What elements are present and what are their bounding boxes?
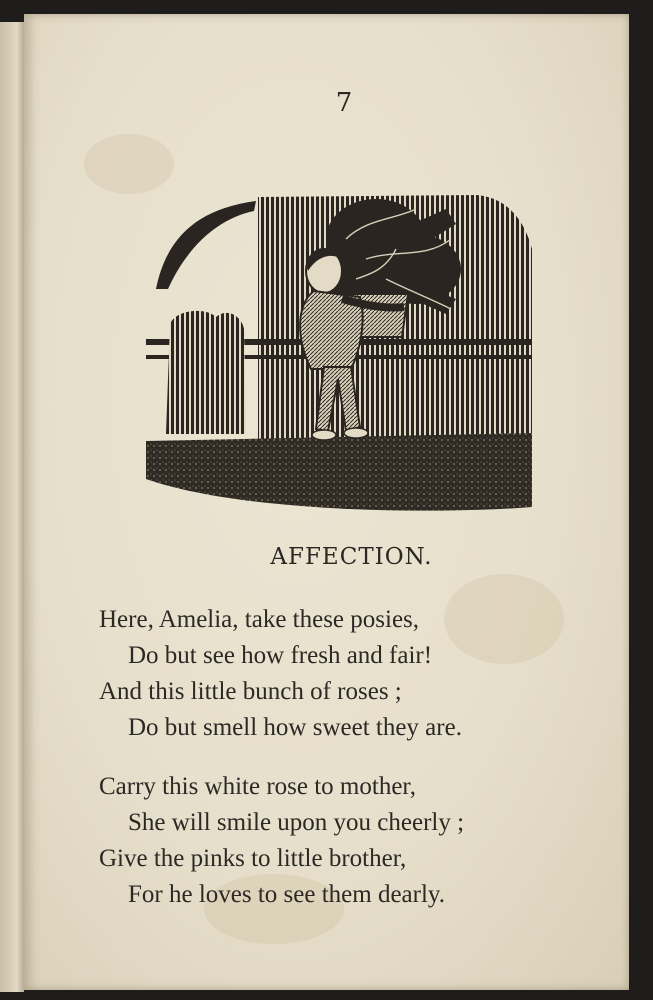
book-page xyxy=(24,14,629,990)
poem-title: AFFECTION. xyxy=(270,544,433,570)
page-number: 7 xyxy=(335,88,353,118)
poem-line: And this little bunch of roses ; xyxy=(99,678,402,705)
stanza xyxy=(99,769,619,913)
stanza xyxy=(99,602,619,746)
poem-line: Carry this white rose to mother, xyxy=(99,773,416,800)
woodcut-boy-carrying-flower-pot-icon xyxy=(146,179,534,514)
poem-line: Give the pinks to little brother, xyxy=(99,845,407,872)
poem-line: Do but see how fresh and fair! xyxy=(128,642,433,669)
poem-line: She will smile upon you cheerly ; xyxy=(128,809,465,836)
poem-line: Do but smell how sweet they are. xyxy=(128,714,462,741)
poem-line: Here, Amelia, take these posies, xyxy=(99,606,420,633)
left-page-edge xyxy=(0,22,24,992)
poem-line: For he loves to see them dearly. xyxy=(128,881,446,908)
